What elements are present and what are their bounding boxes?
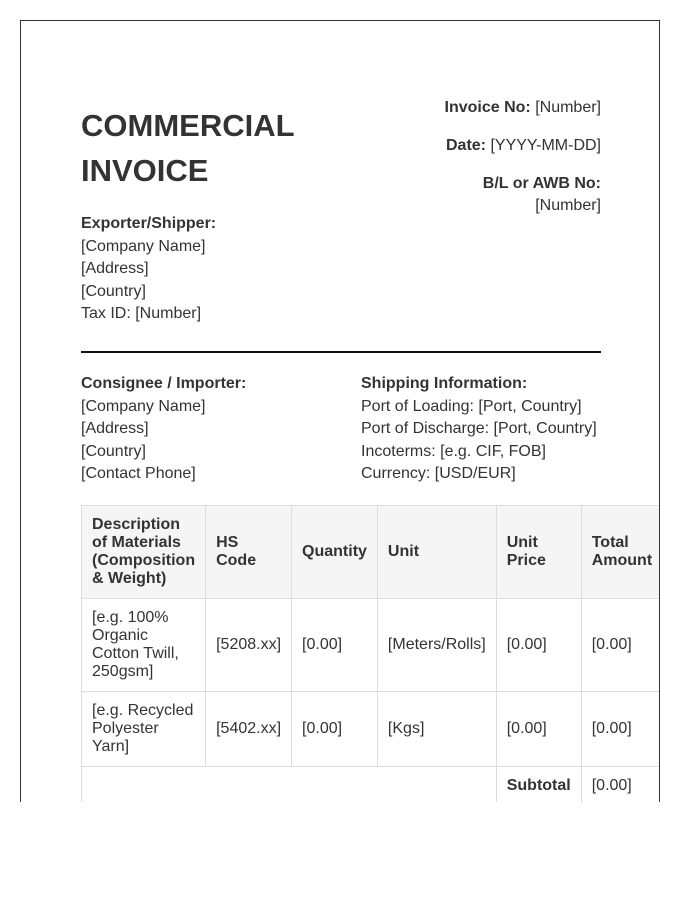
bl-awb-value: [Number]	[535, 197, 601, 214]
consignee-phone: [Contact Phone]	[81, 465, 196, 483]
exporter-address: [Address]	[81, 260, 149, 278]
invoice-title	[81, 103, 381, 193]
header-quantity: Quantity	[292, 506, 378, 599]
subtotal-spacer	[82, 767, 497, 803]
port-of-discharge: Port of Discharge: [Port, Country]	[361, 420, 597, 438]
cell-total-amount: [0.00]	[581, 692, 660, 767]
exporter-country: [Country]	[81, 282, 146, 300]
shipping-block	[361, 373, 597, 486]
invoice-date-value: [YYYY-MM-DD]	[490, 137, 601, 154]
port-of-loading: Port of Loading: [Port, Country]	[361, 397, 582, 415]
exporter-block	[81, 213, 216, 326]
invoice-number-row	[361, 97, 601, 118]
cell-unit-price: [0.00]	[496, 692, 581, 767]
table-row	[82, 692, 661, 767]
invoice-number-value: [Number]	[535, 99, 601, 116]
items-table	[81, 505, 660, 802]
invoice-meta	[361, 97, 601, 234]
consignee-label: Consignee / Importer:	[81, 375, 247, 392]
subtotal-value: [0.00]	[581, 767, 660, 803]
exporter-label: Exporter/Shipper:	[81, 215, 217, 232]
consignee-country: [Country]	[81, 442, 146, 460]
cell-description: [e.g. 100% Organic Cotton Twill, 250gsm]	[82, 599, 206, 692]
header-unit: Unit	[377, 506, 496, 599]
header-hs-code: HS Code	[206, 506, 292, 599]
exporter-tax-id: Tax ID: [Number]	[81, 305, 202, 323]
cell-total-amount: [0.00]	[581, 599, 660, 692]
incoterms: Incoterms: [e.g. CIF, FOB]	[361, 442, 546, 460]
invoice-date-label: Date:	[446, 137, 487, 154]
cell-unit: [Kgs]	[377, 692, 496, 767]
header-description: Description of Materials (Composition & Weight)	[82, 506, 206, 599]
title-line-2: INVOICE	[81, 153, 209, 188]
title-line-1: COMMERCIAL	[81, 108, 295, 143]
invoice-page	[20, 20, 660, 802]
section-divider	[81, 351, 601, 353]
subtotal-label: Subtotal	[496, 767, 581, 803]
currency: Currency: [USD/EUR]	[361, 465, 516, 483]
consignee-block	[81, 373, 246, 486]
cell-quantity: [0.00]	[292, 692, 378, 767]
cell-description: [e.g. Recycled Polyester Yarn]	[82, 692, 206, 767]
consignee-company: [Company Name]	[81, 397, 206, 415]
cell-hs-code: [5208.xx]	[206, 599, 292, 692]
invoice-number-label: Invoice No:	[444, 99, 531, 116]
table-row	[82, 599, 661, 692]
table-header-row	[82, 506, 661, 599]
cell-quantity: [0.00]	[292, 599, 378, 692]
header-total-amount: Total Amount	[581, 506, 660, 599]
bl-awb-row	[361, 173, 601, 217]
header-unit-price: Unit Price	[496, 506, 581, 599]
bl-awb-label: B/L or AWB No:	[482, 175, 601, 192]
cell-hs-code: [5402.xx]	[206, 692, 292, 767]
exporter-company: [Company Name]	[81, 237, 206, 255]
shipping-label: Shipping Information:	[361, 375, 528, 392]
cell-unit-price: [0.00]	[496, 599, 581, 692]
invoice-date-row	[361, 135, 601, 156]
consignee-address: [Address]	[81, 420, 149, 438]
subtotal-row	[82, 767, 661, 803]
cell-unit: [Meters/Rolls]	[377, 599, 496, 692]
